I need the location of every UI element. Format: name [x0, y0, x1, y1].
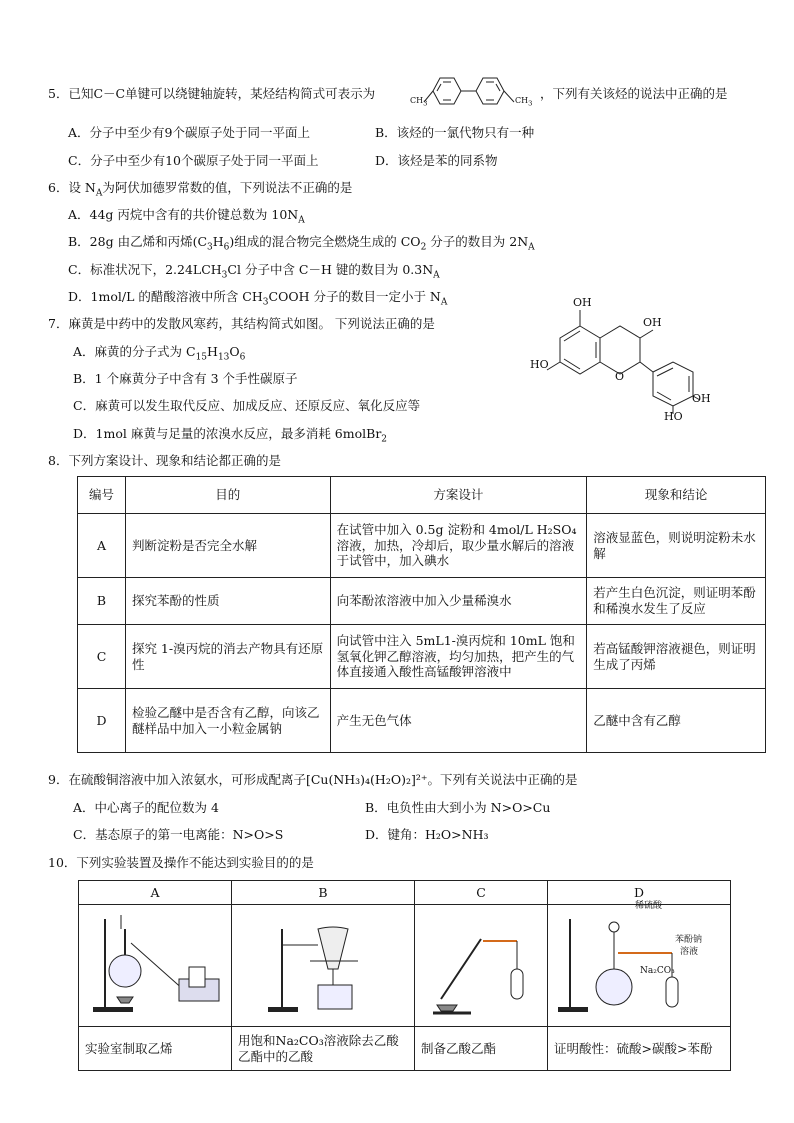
label-dilute-sulfuric: 稀硫酸	[635, 901, 663, 911]
q10-table	[78, 880, 731, 1071]
oh-label-4: OH	[692, 392, 711, 405]
q8-header-design: 方案设计	[330, 477, 587, 514]
row-result: 若产生白色沉淀，则证明苯酚和稀溴水发生了反应	[587, 578, 766, 625]
row-id: C	[78, 625, 126, 689]
q7-option-d: D．1mol 麻黄与足量的浓溴水反应，最多消耗 6molBr$_2$	[73, 426, 388, 445]
row-id: B	[78, 578, 126, 625]
row-result: 溶液显蓝色，则说明淀粉未水解	[587, 514, 766, 578]
q6-option-b: B．28g 由乙烯和丙烯$(C_3H_6)$组成的混合物完全燃烧生成的 $CO_2$ 分子的数目为 $2N_A$	[68, 234, 535, 253]
caption-b: 用饱和Na₂CO₃溶液除去乙酸乙酯中的乙酸	[232, 1027, 415, 1071]
row-design: 向试管中注入 5mL1-溴丙烷和 10mL 饱和氢氧化钾乙醇溶液，均匀加热，把产生的气体直接通入酸性高锰酸钾溶液中	[330, 625, 587, 689]
apparatus-c	[415, 905, 548, 1027]
q7-stem: 7．麻黄是中药中的发散风寒药，其结构简式如图。 下列说法正确的是	[48, 316, 435, 331]
q7-option-c: C．麻黄可以发生取代反应、加成反应、还原反应、氧化反应等	[73, 398, 421, 413]
row-id: A	[78, 514, 126, 578]
q8-header-purpose: 目的	[125, 477, 330, 514]
q7-option-b: B．1 个麻黄分子中含有 3 个手性碳原子	[73, 371, 298, 386]
q6-option-d: D．1mol/L 的醋酸溶液中所含 $CH_3COOH$ 分子的数目一定小于 $N_A$	[68, 289, 448, 308]
row-design: 向苯酚浓溶液中加入少量稀溴水	[330, 578, 587, 625]
ch3-left: $CH_3$	[410, 96, 428, 108]
table-row	[78, 578, 766, 625]
label-phenolate: 苯酚钠	[675, 935, 703, 945]
q7-option-a: A．麻黄的分子式为 $C_{15}H_{13}O_6$	[73, 344, 246, 363]
row-purpose: 检验乙醚中是否含有乙醇，向该乙醚样品中加入一小粒金属钠	[125, 689, 330, 753]
q9-option-b: B．电负性由大到小为 N>O>Cu	[365, 800, 551, 815]
q10-header-d: D	[548, 881, 731, 905]
q5-option-c: C．分子中至少有10个碳原子处于同一平面上	[68, 153, 319, 168]
q5-option-d: D．该烃是苯的同系物	[375, 153, 498, 168]
ring-o-label: O	[615, 370, 625, 383]
caption-d: 证明酸性：硫酸>碳酸>苯酚	[548, 1027, 731, 1071]
apparatus-a	[79, 905, 232, 1027]
q10-stem: 10．下列实验装置及操作不能达到实验目的的是	[48, 855, 314, 870]
apparatus-d-drawing	[554, 909, 724, 1019]
row-id: D	[78, 689, 126, 753]
q5-option-a: A．分子中至少有9个碳原子处于同一平面上	[68, 125, 310, 140]
q9-option-a: A．中心离子的配位数为 4	[73, 800, 219, 815]
q10-header-c: C	[415, 881, 548, 905]
q8-header-id: 编号	[78, 477, 126, 514]
q5-stem: 5．已知C－C单键可以绕键轴旋转，某烃结构简式可表示为	[48, 86, 376, 101]
q8-table	[77, 476, 766, 753]
q9-option-d: D．键角：H₂O>NH₃	[365, 827, 489, 842]
q9-stem: 9．在硫酸铜溶液中加入浓氨水，可形成配离子[Cu(NH₃)₄(H₂O)₂]²⁺。下列有关说法中正确的是	[48, 772, 578, 787]
oh-label-5: HO	[664, 410, 683, 423]
caption-a: 实验室制取乙烯	[79, 1027, 232, 1071]
q10-header-a: A	[79, 881, 232, 905]
row-design: 在试管中加入 0.5g 淀粉和 4mol/L H₂SO₄ 溶液，加热，冷却后，取少量水解后的溶液于试管中，加入碘水	[330, 514, 587, 578]
q5-option-b: B．该烃的一氯代物只有一种	[375, 125, 535, 140]
q6-option-c: C．标准状况下，$2.24LCH_3Cl$ 分子中含 C－H 键的数目为 $0.3N_A$	[68, 262, 440, 281]
label-solution: 溶液	[680, 947, 699, 957]
q9-option-c: C．基态原子的第一电离能：N>O>S	[73, 827, 284, 842]
table-row	[78, 514, 766, 578]
table-row	[78, 625, 766, 689]
q10-header-b: B	[232, 881, 415, 905]
row-purpose: 判断淀粉是否完全水解	[125, 514, 330, 578]
oh-label-1: OH	[573, 296, 592, 309]
oh-label-3: HO	[530, 358, 549, 371]
table-row	[78, 689, 766, 753]
q8-header-result: 现象和结论	[587, 477, 766, 514]
row-result: 若高锰酸钾溶液褪色，则证明生成了丙烯	[587, 625, 766, 689]
q6-stem: 6．设 $N_A$为阿伏加德罗常数的值，下列说法不正确的是	[48, 180, 353, 199]
ephedra-structure	[525, 292, 725, 432]
row-result: 乙醚中含有乙醇	[587, 689, 766, 753]
label-na2co3: Na₂CO₃	[640, 966, 675, 976]
apparatus-c-drawing	[421, 909, 541, 1019]
row-purpose: 探究苯酚的性质	[125, 578, 330, 625]
apparatus-d	[548, 905, 731, 1027]
ch3-right: $CH_3$	[515, 96, 533, 108]
row-purpose: 探究 1-溴丙烷的消去产物具有还原性	[125, 625, 330, 689]
caption-c: 制备乙酸乙酯	[415, 1027, 548, 1071]
q8-stem: 8．下列方案设计、现象和结论都正确的是	[48, 453, 281, 468]
apparatus-b-drawing	[238, 909, 408, 1019]
apparatus-a-drawing	[85, 909, 225, 1019]
q6-option-a: A．44g 丙烷中含有的共价键总数为 $10N_A$	[68, 207, 305, 226]
oh-label-2: OH	[643, 316, 662, 329]
apparatus-b	[232, 905, 415, 1027]
row-design: 产生无色气体	[330, 689, 587, 753]
q5-stem-tail: ，下列有关该烃的说法中正确的是	[540, 86, 728, 101]
